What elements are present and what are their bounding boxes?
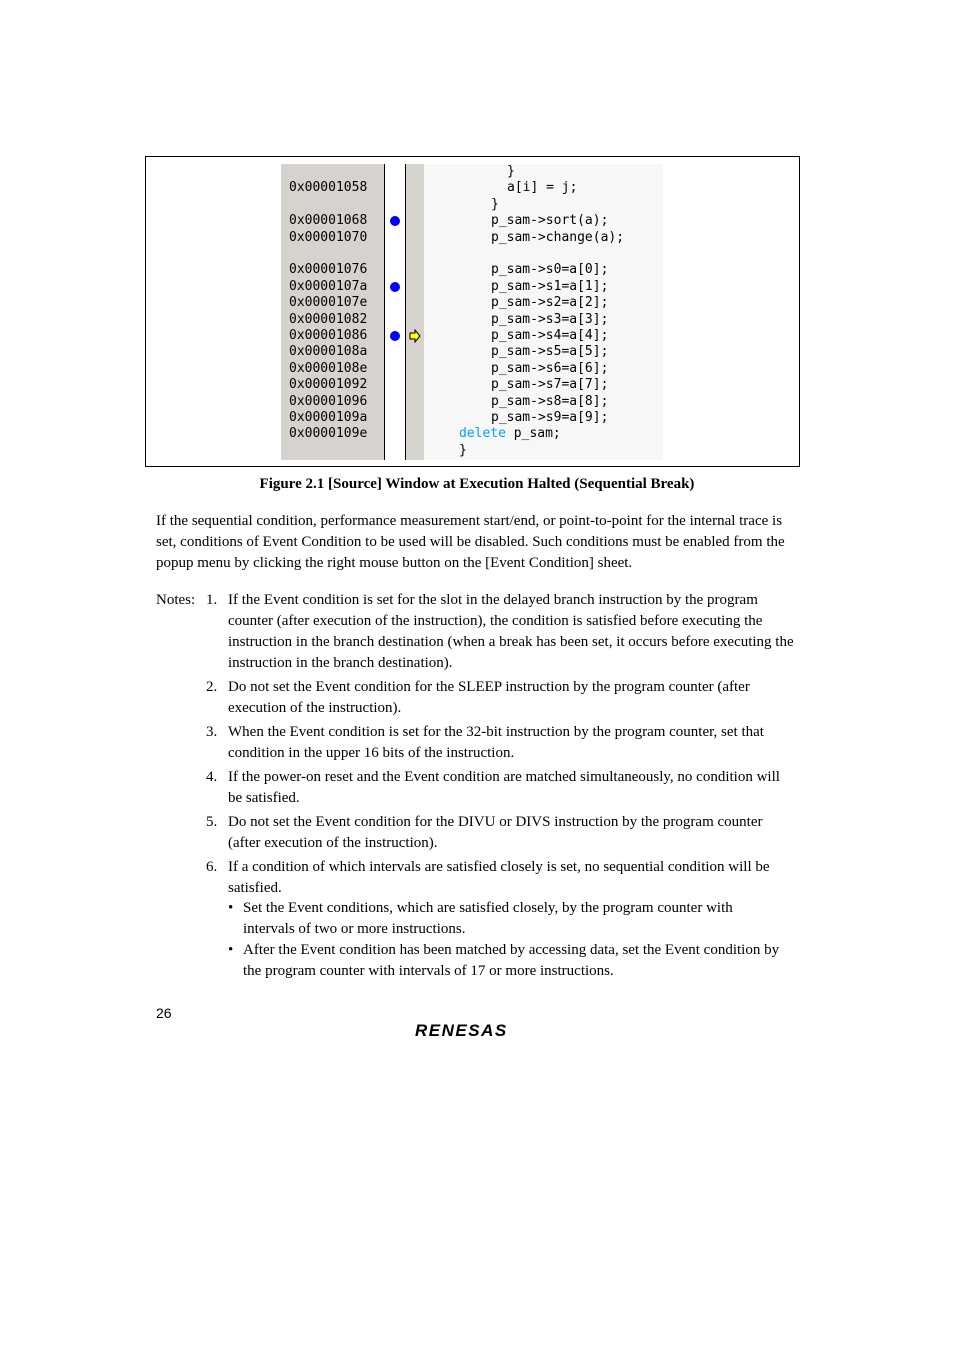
line-address: 0x00001086 [289,328,368,343]
note-number: 1. [206,592,218,608]
line-address: 0x0000109a [289,410,368,425]
source-line[interactable] [281,230,663,246]
source-line[interactable] [281,180,663,196]
line-code: p_sam->s8=a[8]; [491,393,609,409]
source-window [281,164,663,460]
bullet-text: Set the Event conditions, which are satisfied closely, by the program counter with intervals of two or more instructions. [243,900,733,937]
line-address: 0x0000108a [289,344,368,360]
source-line[interactable] [281,312,663,328]
source-line[interactable] [281,246,663,262]
source-line[interactable] [281,344,663,360]
breakpoint-dot-icon[interactable] [390,282,400,292]
body-paragraph: If the sequential condition, performance measurement start/end, or point-to-point for the internal trace is set, conditions of Event Condition to be used will be disabled. Such conditions must be enabled from the popup menu by clicking the right mouse button on the [Event Condition] sheet. [156,513,785,571]
note-number: 4. [206,769,218,785]
source-line[interactable] [281,361,663,377]
note-number: 5. [206,814,218,830]
line-code: p_sam->change(a); [491,229,625,245]
line-code: p_sam->s6=a[6]; [491,360,609,376]
bullet-text: After the Event condition has been matched by accessing data, set the Event condition by the program counter with intervals of 17 or more instructions. [243,942,780,979]
note-number: 6. [206,859,218,875]
line-code: p_sam->sort(a); [491,213,609,229]
line-code: p_sam->s2=a[2]; [491,295,609,311]
source-line[interactable] [281,197,663,213]
source-line[interactable] [281,328,663,344]
keyword: delete [459,426,506,442]
notes-label: Notes: [156,592,196,608]
line-code: } [459,442,467,458]
breakpoint-dot-icon[interactable] [390,331,400,341]
line-address: 0x0000109e [289,426,368,442]
line-address: 0x0000108e [289,360,368,376]
line-address: 0x0000107e [289,295,368,311]
line-address: 0x00001058 [289,180,368,196]
line-address: 0x00001076 [289,262,368,278]
source-line[interactable] [281,164,663,180]
logo-text: RENESAS [415,1021,508,1040]
line-code: delete p_sam; [459,426,561,442]
source-line[interactable] [281,262,663,278]
note-text: If the Event condition is set for the slot in the delayed branch instruction by the program counter (after execution of the instruction), the condition is satisfied before executing the instruction in the branch destination (when a break has been set, it occurs before executing the instruction in the branch destination). [228,592,794,671]
bullet-dot: • [228,942,234,958]
line-code: } [491,196,499,212]
source-window-figure [145,156,800,467]
line-address: 0x00001068 [289,213,368,229]
source-line[interactable] [281,295,663,311]
line-code: a[i] = j; [507,180,578,196]
note-text: If a condition of which intervals are satisfied closely is set, no sequential condition will be satisfied. [228,859,770,896]
line-address: 0x00001070 [289,229,368,245]
line-code: p_sam->s1=a[1]; [491,278,609,294]
note-text: Do not set the Event condition for the SLEEP instruction by the program counter (after execution of the instruction). [228,679,750,716]
source-line[interactable] [281,279,663,295]
line-code: p_sam->s5=a[5]; [491,344,609,360]
line-address: 0x0000107a [289,278,368,294]
line-address: 0x00001092 [289,377,368,393]
note-text: Do not set the Event condition for the DIVU or DIVS instruction by the program counter (after execution of the instruction). [228,814,763,851]
note-number: 2. [206,679,218,695]
figure-caption: Figure 2.1 [Source] Window at Execution Halted (Sequential Break) [259,476,695,492]
line-code: p_sam->s4=a[4]; [491,328,609,343]
line-code: } [507,164,515,179]
line-address: 0x00001096 [289,393,368,409]
line-address: 0x00001082 [289,311,368,327]
source-line[interactable] [281,213,663,229]
line-code: p_sam->s0=a[0]; [491,262,609,278]
breakpoint-dot-icon[interactable] [390,216,400,226]
line-code: p_sam->s7=a[7]; [491,377,609,393]
source-line[interactable] [281,394,663,410]
renesas-logo [413,1017,533,1041]
line-code: p_sam->s9=a[9]; [491,410,609,425]
note-number: 3. [206,724,218,740]
program-counter-arrow-icon [409,329,421,343]
bullet-dot: • [228,900,234,916]
source-line[interactable] [281,426,663,442]
note-text: When the Event condition is set for the 32-bit instruction by the program counter, set that condition in the upper 16 bits of the instruction. [228,724,764,761]
line-code: p_sam->s3=a[3]; [491,311,609,327]
source-line[interactable] [281,410,663,426]
page-number: 26 [156,1005,172,1021]
source-line[interactable] [281,443,663,459]
source-line[interactable] [281,377,663,393]
note-text: If the power-on reset and the Event condition are matched simultaneously, no condition will be satisfied. [228,769,780,806]
